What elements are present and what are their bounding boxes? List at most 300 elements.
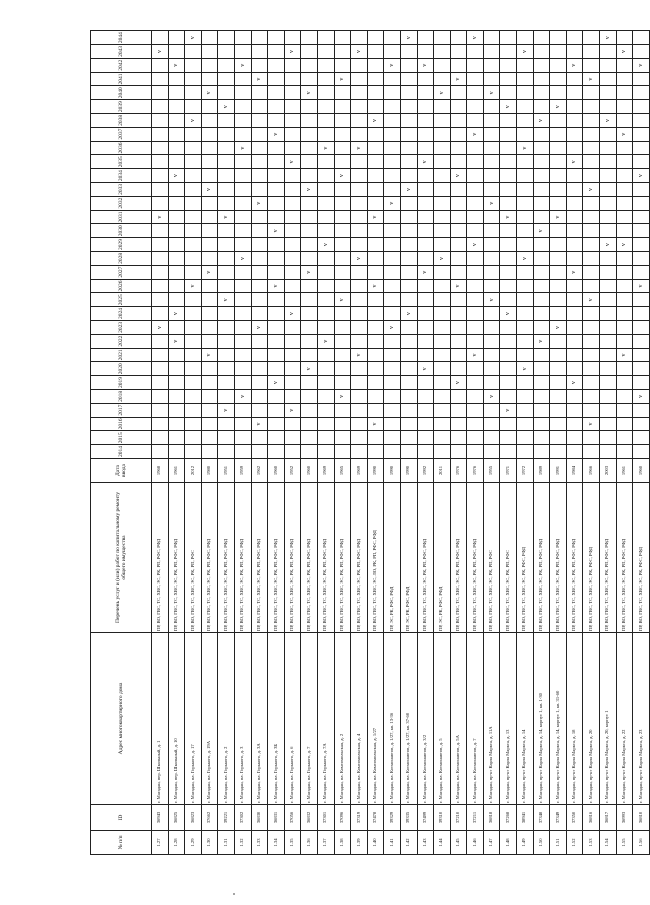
empty-year-cell [483,169,500,183]
empty-year-cell [450,141,467,155]
row-address: г. Магадан, пр-кт Карла Маркса, д. 23 [633,633,650,805]
empty-year-cell [633,362,650,376]
empty-year-cell [351,210,368,224]
empty-year-cell [400,390,417,404]
empty-year-cell [450,224,467,238]
empty-year-cell [367,334,384,348]
check-mark: v [566,265,583,279]
row-id: 37348 [533,805,550,831]
empty-year-cell [434,376,451,390]
check-mark: v [152,210,169,224]
empty-year-cell [633,183,650,197]
empty-year-cell [550,390,567,404]
row-id: 37350 [566,805,583,831]
check-mark: v [633,279,650,293]
header-year: 2028 [91,252,152,266]
empty-year-cell [251,390,268,404]
table-row [367,31,384,855]
empty-year-cell [417,114,434,128]
empty-year-cell [268,72,285,86]
empty-year-cell [301,431,318,445]
empty-year-cell [400,100,417,114]
empty-year-cell [616,321,633,335]
empty-year-cell [533,72,550,86]
empty-year-cell [517,403,534,417]
empty-year-cell [483,45,500,59]
empty-year-cell [168,445,185,459]
empty-year-cell [351,238,368,252]
empty-year-cell [284,321,301,335]
empty-year-cell [201,307,218,321]
table-row [168,31,185,855]
empty-year-cell [583,431,600,445]
empty-year-cell [185,210,202,224]
empty-year-cell [351,58,368,72]
row-works: ПР, ВО, ГВС, ТС, ХВС, ЭС, РК, РП, РФС, РФД [450,483,467,633]
empty-year-cell [517,238,534,252]
empty-year-cell [234,321,251,335]
empty-year-cell [616,210,633,224]
empty-year-cell [367,390,384,404]
empty-year-cell [400,417,417,431]
check-mark: v [517,362,534,376]
table-row [483,31,500,855]
empty-year-cell [483,210,500,224]
empty-year-cell [616,224,633,238]
row-works: ПР, ВО, ГВС, ТС, ХВС, ЭС, РК, РП, РФС, РФД [317,483,334,633]
empty-year-cell [616,72,633,86]
row-works: ПР, ВО, ГВС, ТС, ХВС, ЭС, РК, РФС, РФД [517,483,534,633]
empty-year-cell [583,445,600,459]
row-id: 38941 [517,805,534,831]
empty-year-cell [168,183,185,197]
empty-year-cell [434,445,451,459]
empty-year-cell [467,445,484,459]
empty-year-cell [434,183,451,197]
check-mark: v [467,238,484,252]
empty-year-cell [251,265,268,279]
empty-year-cell [633,114,650,128]
empty-year-cell [334,334,351,348]
empty-year-cell [185,293,202,307]
empty-year-cell [317,293,334,307]
empty-year-cell [517,321,534,335]
empty-year-cell [185,169,202,183]
empty-year-cell [533,362,550,376]
empty-year-cell [633,348,650,362]
empty-year-cell [201,155,218,169]
empty-year-cell [218,45,235,59]
empty-year-cell [434,100,451,114]
row-id: 37056 [284,805,301,831]
empty-year-cell [168,155,185,169]
empty-year-cell [500,169,517,183]
empty-year-cell [400,293,417,307]
empty-year-cell [268,348,285,362]
empty-year-cell [152,403,169,417]
empty-year-cell [550,72,567,86]
empty-year-cell [185,445,202,459]
empty-year-cell [317,72,334,86]
empty-year-cell [483,445,500,459]
table-row [400,31,417,855]
row-number: 1.33 [251,831,268,855]
empty-year-cell [533,45,550,59]
empty-year-cell [550,445,567,459]
empty-year-cell [616,100,633,114]
empty-year-cell [600,321,617,335]
check-mark: v [400,307,417,321]
empty-year-cell [483,403,500,417]
header-year: 2037 [91,127,152,141]
empty-year-cell [284,210,301,224]
empty-year-cell [417,376,434,390]
empty-year-cell [467,155,484,169]
header-year: 2033 [91,183,152,197]
empty-year-cell [600,307,617,321]
empty-year-cell [417,196,434,210]
empty-year-cell [234,127,251,141]
empty-year-cell [533,141,550,155]
empty-year-cell [152,72,169,86]
empty-year-cell [384,183,401,197]
empty-year-cell [517,307,534,321]
empty-year-cell [500,252,517,266]
empty-year-cell [467,210,484,224]
empty-year-cell [550,238,567,252]
row-address: г. Магадан, пл. Космонавтов, д. 1/27, кв. 37-60 [400,633,417,805]
empty-year-cell [450,265,467,279]
check-mark: v [533,224,550,238]
row-year-built: 1961 [168,459,185,483]
empty-year-cell [450,127,467,141]
empty-year-cell [367,58,384,72]
check-mark: v [616,127,633,141]
empty-year-cell [550,307,567,321]
empty-year-cell [467,252,484,266]
empty-year-cell [600,279,617,293]
check-mark: v [301,265,318,279]
empty-year-cell [483,238,500,252]
empty-year-cell [334,224,351,238]
empty-year-cell [152,279,169,293]
row-works: ПР, ВО, ГВС, ТС, ХВС, ЭС, РК, РП, РФС, РФД [218,483,235,633]
empty-year-cell [583,238,600,252]
empty-year-cell [417,431,434,445]
empty-year-cell [317,307,334,321]
empty-year-cell [251,100,268,114]
empty-year-cell [500,334,517,348]
row-year-built: 1962 [251,459,268,483]
empty-year-cell [566,252,583,266]
row-works: ПР, ВО, ГВС, ТС, ХВС, ЭС, РК, РП, РФС, РФД [284,483,301,633]
empty-year-cell [152,100,169,114]
row-number: 1.51 [550,831,567,855]
empty-year-cell [317,348,334,362]
check-mark: v [550,210,567,224]
empty-year-cell [334,265,351,279]
row-year-built: 1992 [417,459,434,483]
empty-year-cell [301,141,318,155]
empty-year-cell [384,72,401,86]
empty-year-cell [351,279,368,293]
check-mark: v [268,376,285,390]
row-address: г. Магадан, пл. Космонавтов, д. 1/27, кв. 13-36 [384,633,401,805]
row-id: 37349 [550,805,567,831]
empty-year-cell [483,362,500,376]
empty-year-cell [583,390,600,404]
empty-year-cell [600,169,617,183]
empty-year-cell [434,265,451,279]
row-number: 1.39 [351,831,368,855]
empty-year-cell [201,362,218,376]
check-mark: v [201,86,218,100]
empty-year-cell [566,348,583,362]
empty-year-cell [201,72,218,86]
empty-year-cell [251,293,268,307]
empty-year-cell [533,348,550,362]
empty-year-cell [185,348,202,362]
empty-year-cell [234,196,251,210]
row-works: ПР, ВО, ГВС, ТС, ХВС, ЭС, РК, РП, РФС, РФД [600,483,617,633]
empty-year-cell [268,293,285,307]
empty-year-cell [500,445,517,459]
empty-year-cell [351,196,368,210]
empty-year-cell [284,362,301,376]
row-year-built: 1990 [367,459,384,483]
empty-year-cell [483,224,500,238]
empty-year-cell [367,307,384,321]
empty-year-cell [583,362,600,376]
header-year: 2018 [91,390,152,404]
empty-year-cell [218,238,235,252]
empty-year-cell [533,293,550,307]
empty-year-cell [633,196,650,210]
empty-year-cell [168,293,185,307]
row-works: ПР, ЭС, РК, РФС, РФД [400,483,417,633]
empty-year-cell [616,293,633,307]
empty-year-cell [633,238,650,252]
row-year-built: 1966 [583,459,600,483]
empty-year-cell [500,238,517,252]
empty-year-cell [566,196,583,210]
empty-year-cell [284,196,301,210]
empty-year-cell [268,114,285,128]
empty-year-cell [517,31,534,45]
empty-year-cell [633,155,650,169]
empty-year-cell [400,279,417,293]
empty-year-cell [417,224,434,238]
empty-year-cell [234,31,251,45]
empty-year-cell [583,210,600,224]
header-year: 2039 [91,100,152,114]
row-address: г. Магадан, пр-кт Карла Маркса, д. 14, корпус 1, кв. 1-30 [533,633,550,805]
header-year: 2022 [91,334,152,348]
empty-year-cell [218,58,235,72]
row-works: ПР, ЭС, РК, РФС, РФД [434,483,451,633]
row-address: г. Магадан, пл. Космонавтов, д. 7 [467,633,484,805]
empty-year-cell [417,307,434,321]
empty-year-cell [550,169,567,183]
header-num: № п/п [91,831,152,855]
empty-year-cell [234,348,251,362]
empty-year-cell [251,279,268,293]
row-works: ПР, ВО, ГВС, ТС, ХВС, ЭС, РК, РП, РФС, РФД [268,483,285,633]
empty-year-cell [467,362,484,376]
empty-year-cell [500,417,517,431]
empty-year-cell [616,403,633,417]
empty-year-cell [600,334,617,348]
check-mark: v [500,100,517,114]
empty-year-cell [317,114,334,128]
empty-year-cell [351,155,368,169]
row-id: 36825 [168,805,185,831]
empty-year-cell [152,155,169,169]
empty-year-cell [334,45,351,59]
empty-year-cell [417,390,434,404]
empty-year-cell [566,45,583,59]
row-number: 1.49 [517,831,534,855]
empty-year-cell [450,183,467,197]
row-year-built: 1951 [218,459,235,483]
empty-year-cell [218,86,235,100]
empty-year-cell [417,279,434,293]
check-mark: v [483,293,500,307]
empty-year-cell [583,265,600,279]
check-mark: v [234,141,251,155]
empty-year-cell [483,376,500,390]
empty-year-cell [251,431,268,445]
empty-year-cell [434,210,451,224]
empty-year-cell [185,100,202,114]
check-mark: v [251,72,268,86]
empty-year-cell [201,45,218,59]
empty-year-cell [583,86,600,100]
table-row [533,31,550,855]
empty-year-cell [152,431,169,445]
empty-year-cell [550,114,567,128]
empty-year-cell [633,321,650,335]
empty-year-cell [583,403,600,417]
empty-year-cell [317,100,334,114]
row-id: 39335 [400,805,417,831]
empty-year-cell [185,86,202,100]
empty-year-cell [185,183,202,197]
row-works: ПР, ВО, ГВС, ТС, ХВС, ЭС, РК, РП, РФС, РФД [251,483,268,633]
check-mark: v [218,403,235,417]
check-mark: v [417,362,434,376]
row-address: г. Магадан, пл. Комсомольская, д. 1/27 [367,633,384,805]
empty-year-cell [301,252,318,266]
check-mark: v [417,58,434,72]
row-address: г. Магадан, пл. Космонавтов, д. 5 [434,633,451,805]
empty-year-cell [550,362,567,376]
row-address: г. Магадан, пл. Космонавтов, д. 5А [450,633,467,805]
empty-year-cell [434,238,451,252]
check-mark: v [517,252,534,266]
empty-year-cell [533,31,550,45]
row-id: 37096 [334,805,351,831]
empty-year-cell [218,224,235,238]
row-number: 1.46 [467,831,484,855]
empty-year-cell [583,141,600,155]
header-year: 2027 [91,265,152,279]
row-works: ПР, ЭС, РК, РФС, РФД [384,483,401,633]
table-header-row [91,31,152,855]
check-mark: v [616,238,633,252]
empty-year-cell [351,114,368,128]
row-year-built: 2012 [185,459,202,483]
empty-year-cell [483,307,500,321]
empty-year-cell [633,431,650,445]
empty-year-cell [367,293,384,307]
empty-year-cell [367,252,384,266]
empty-year-cell [550,58,567,72]
empty-year-cell [268,100,285,114]
check-mark: v [268,279,285,293]
row-id: 37302 [234,805,251,831]
empty-year-cell [583,307,600,321]
empty-year-cell [218,252,235,266]
check-mark: v [234,58,251,72]
empty-year-cell [633,265,650,279]
empty-year-cell [434,169,451,183]
empty-year-cell [500,265,517,279]
check-mark: v [301,86,318,100]
row-address: г. Магадан, пр-кт Карла Маркса, д. 11А [483,633,500,805]
check-mark: v [251,321,268,335]
empty-year-cell [201,390,218,404]
row-id: 37478 [367,805,384,831]
empty-year-cell [616,141,633,155]
empty-year-cell [450,210,467,224]
row-year-built: 1989 [533,459,550,483]
empty-year-cell [533,321,550,335]
row-number: 1.40 [367,831,384,855]
empty-year-cell [284,376,301,390]
table-row [234,31,251,855]
header-year: 2020 [91,362,152,376]
empty-year-cell [351,321,368,335]
empty-year-cell [450,445,467,459]
empty-year-cell [467,279,484,293]
empty-year-cell [384,86,401,100]
empty-year-cell [517,100,534,114]
empty-year-cell [152,169,169,183]
empty-year-cell [450,252,467,266]
empty-year-cell [500,321,517,335]
empty-year-cell [384,293,401,307]
check-mark: v [284,45,301,59]
empty-year-cell [268,362,285,376]
empty-year-cell [152,265,169,279]
empty-year-cell [284,72,301,86]
empty-year-cell [550,376,567,390]
empty-year-cell [251,127,268,141]
row-address: г. Магадан, пл. Горького, д. 7 [301,633,318,805]
empty-year-cell [218,183,235,197]
check-mark: v [268,224,285,238]
empty-year-cell [517,155,534,169]
empty-year-cell [268,431,285,445]
empty-year-cell [152,252,169,266]
check-mark: v [417,155,434,169]
row-year-built: 1971 [500,459,517,483]
empty-year-cell [467,169,484,183]
empty-year-cell [218,417,235,431]
row-address: г. Магадан, пр-кт Карла Маркса, д. 20, корпус 1 [600,633,617,805]
empty-year-cell [268,321,285,335]
